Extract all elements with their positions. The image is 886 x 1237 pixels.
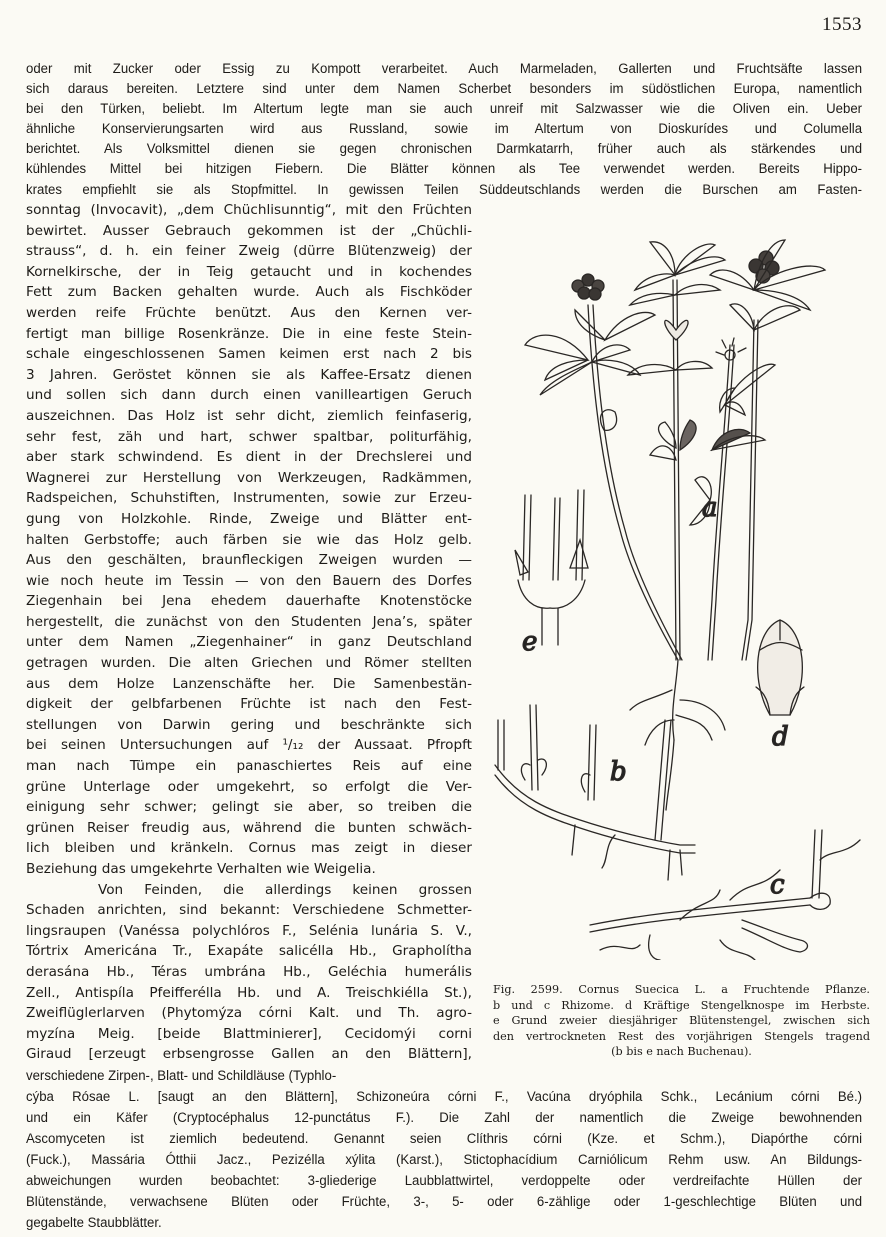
text-line: oder mit Zucker oder Essig zu Kompott verarbeitet. Auch Marmeladen, Gallerten und Fruchtsäfte lassen (26, 61, 863, 77)
text-line: Aus den geschälten, braunfleckigen Zweigen wurden — (26, 552, 472, 569)
text-line: gung von Holzkohle. Rinde, Zweige und Blätter ent- (26, 510, 472, 527)
text-line: Schaden anrichten, sind bekannt: Verschiedene Schmetter- (26, 902, 472, 919)
text-line: getragen wurden. Die alten Griechen und Römer stellten (26, 655, 472, 672)
text-line: Tórtrix Americána Tr., Exapáte salicélla Hb., Grapholítha (26, 943, 472, 960)
text-line: unter dem Namen „Ziegenhainer“ in ganz Deutschland (26, 634, 472, 651)
text-line: stellungen von Darwin gering und beschränkte sich (26, 716, 472, 733)
part-e (515, 490, 588, 645)
caption-line: den vertrockneten Rest des vorjährigen Stengels tragend (493, 1029, 870, 1043)
text-line: 3 Jahren. Geröstet können sie als Kaffee-Ersatz dienen (26, 366, 472, 383)
text-line: (Fuck.), Massária Ótthii Jacz., Pezizélla xýlita (Karst.), Stictophacídium Carniólicum Rehm usw. An Bildungs- (26, 1152, 863, 1168)
text-line: Fett zum Backen gehalten wurde. Auch als Fischköder (26, 284, 472, 301)
label-d: d (772, 722, 789, 752)
text-line: sich daraus bereiten. Letztere sind unter dem Namen Scherbet besonders im südöstlichen Europa, namentlich (26, 81, 863, 98)
text-line: bewirtet. Ausser Gebrauch gekommen ist der „Chüchli- (26, 222, 472, 239)
text-line: krates empfiehlt sie als Stopfmittel. In gewissen Teilen Süddeutschlands werden die Burschen am Fasten- (26, 181, 863, 198)
text-line: grüne Unterlage oder umgekehrt, so erfolgt die Ver- (26, 778, 472, 795)
text-line: fertigt man billige Rosenkränze. Die in eine feste Stein- (26, 325, 472, 342)
text-line: Ziegenhain bei Jena ehedem dauerhafte Knotenstöcke (26, 593, 472, 610)
text-line: man nach Tümpe ein panaschiertes Reis auf eine (26, 758, 472, 775)
text-line: Wagnerei zur Herstellung von Werkzeugen, Radkämmen, (26, 469, 472, 486)
text-line: Radspeichen, Schuhstiften, Instrumenten, sowie zur Erzeu- (26, 490, 472, 507)
text-line: bei den Türken, beliebt. Im Altertum legte man sie auch unreif mit Salzwasser wie die Oliven ein. Ueber (26, 101, 863, 118)
bottom-paragraph (26, 1066, 862, 1234)
rhizome-c (590, 830, 860, 960)
text-line: abweichungen wurden beobachtet: 3-gliederige Laubblattwirtel, verdoppelte oder verdreifachte Hüllen der (26, 1173, 863, 1189)
text-line: bei seinen Untersuchungen auf ¹/₁₂ der Aussaat. Pfropft (26, 737, 472, 754)
text-line: und sollen sich dann durch einen vanilleartigen Geruch (26, 387, 472, 404)
text-line: Blütenstände, verwachsene Blüten oder Früchte, 3-, 5- oder 6-zählige oder 1-geschlechtige Blüten und (26, 1194, 863, 1210)
part-d (756, 620, 804, 715)
text-line: myzína Meig. [beide Blattminierer], Cecidomýi corni (26, 1025, 472, 1042)
text-line: sonntag (Invocavit), „dem Chüchlisunntig“, mit den Früchten (26, 202, 472, 218)
text-line: gegabelte Staubblätter. (26, 1215, 162, 1231)
text-line: Zweiflüglerlarven (Phytomýza córni Kalt. und Th. agro- (26, 1005, 472, 1022)
label-a: a (702, 493, 718, 523)
text-line: schale eingeschlossenen Samen keimen erst nach 2 bis (26, 346, 472, 363)
caption-line: Fig. 2599. Cornus Suecica L. a Fruchtende Pflanze. (493, 983, 870, 996)
text-line: digkeit der gelbfarbenen Früchte ist nach den Fest- (26, 696, 472, 713)
text-line: sehr fest, zäh und hart, schwer spaltbar, politurfähig, (26, 428, 472, 445)
text-line: auszeichnen. Das Holz ist sehr dicht, ziemlich feinfaserig, (26, 407, 472, 424)
text-line: verschiedene Zirpen-, Blatt- und Schildläuse (Typhlo- (26, 1068, 337, 1084)
text-line: aus dem Holze Lanzenschäfte her. Die Samenbestän- (26, 675, 472, 692)
page-number: 1553 (822, 14, 862, 35)
text-line: halten Gerbstoffe; auch färben sie wie das Holz gelb. (26, 531, 472, 548)
text-line: berichtet. Als Volksmittel dienen sie gegen chronischen Darmkatarrh, früher auch als stärkendes und (26, 141, 863, 158)
text-line: einigung sehr schwer; gelingt sie aber, so treiben die (26, 799, 472, 816)
rhizome-b (495, 705, 695, 880)
text-line: Ascomyceten ist ziemlich bedeutend. Genannt seien Clíthris córni (Kze. et Schm.), Diapórthe córni (26, 1131, 863, 1147)
text-line: grünen Reiser freudig aus, während die bunten schwäch- (26, 819, 472, 836)
caption-line: (b bis e nach Buchenau). (611, 1045, 752, 1059)
caption-line: e Grund zweier diesjähriger Blütenstengel, zwischen sich (493, 1014, 870, 1028)
text-line: hergestellt, die zunächst von den Studenten Jena’s, später (26, 613, 472, 630)
label-b: b (610, 757, 627, 787)
text-line: Kornelkirsche, der in Teig getaucht und in kochendes (26, 263, 472, 280)
text-line: Giraud [erzeugt erbsengrosse Gallen an den Blättern], (26, 1046, 472, 1063)
figure-caption (493, 982, 870, 1060)
text-line: aber stark schwindend. Es dient in der Drechslerei und (26, 449, 472, 466)
label-c: c (770, 870, 785, 900)
text-line: Zell., Antispíla Pfeifferélla Hb. und A. Treischkiélla St.), (26, 984, 472, 1001)
text-line: Beziehung das umgekehrte Verhalten wie Weigelia. (26, 861, 376, 877)
text-line: lingsraupen (Vanéssa polychlóros F., Selénia lunária S. V., (26, 922, 472, 939)
text-line: cýba Rósae L. [saugt an den Blättern], Schizoneúra córni F., Vacúna dryóphila Schk., Lecánium córni Bé.) (26, 1089, 863, 1105)
text-line: kühlendes Mittel bei hitzigen Fiebern. Die Blätter können als Tee verwendet werden. Bereits Hippo- (26, 161, 863, 178)
text-line: strauss“, d. h. ein feiner Zweig (dürre Blütenzweig) der (26, 243, 472, 260)
text-line: wie noch heute im Tessin — von den Bauern des Dorfes (26, 572, 472, 589)
text-line: Von Feinden, die allerdings keinen grossen (98, 881, 472, 898)
text-line: lich bleiben und kränkeln. Cornus mas zeigt in dieser (26, 840, 472, 857)
text-line: werden reife Früchte benützt. Aus den Kernen ver- (26, 304, 472, 321)
text-line: ähnliche Konservierungsarten wird aus Russland, sowie im Altertum von Dioskurídes und Columella (26, 121, 863, 138)
cornus-suecica-drawing (480, 200, 880, 960)
left-column-text (26, 200, 472, 1065)
botanical-illustration (480, 200, 880, 960)
label-e: e (522, 627, 538, 657)
caption-line: b und c Rhizome. d Kräftige Stengelknospe im Herbste. (493, 998, 870, 1012)
text-line: und ein Käfer (Cryptocéphalus 12-punctátus F.). Die Zahl der namentlich die Zweige bewohnenden (26, 1110, 863, 1126)
text-line: derasána Hb., Téras umbrána Hb., Geléchia humerális (26, 963, 472, 980)
top-paragraph (26, 59, 862, 200)
